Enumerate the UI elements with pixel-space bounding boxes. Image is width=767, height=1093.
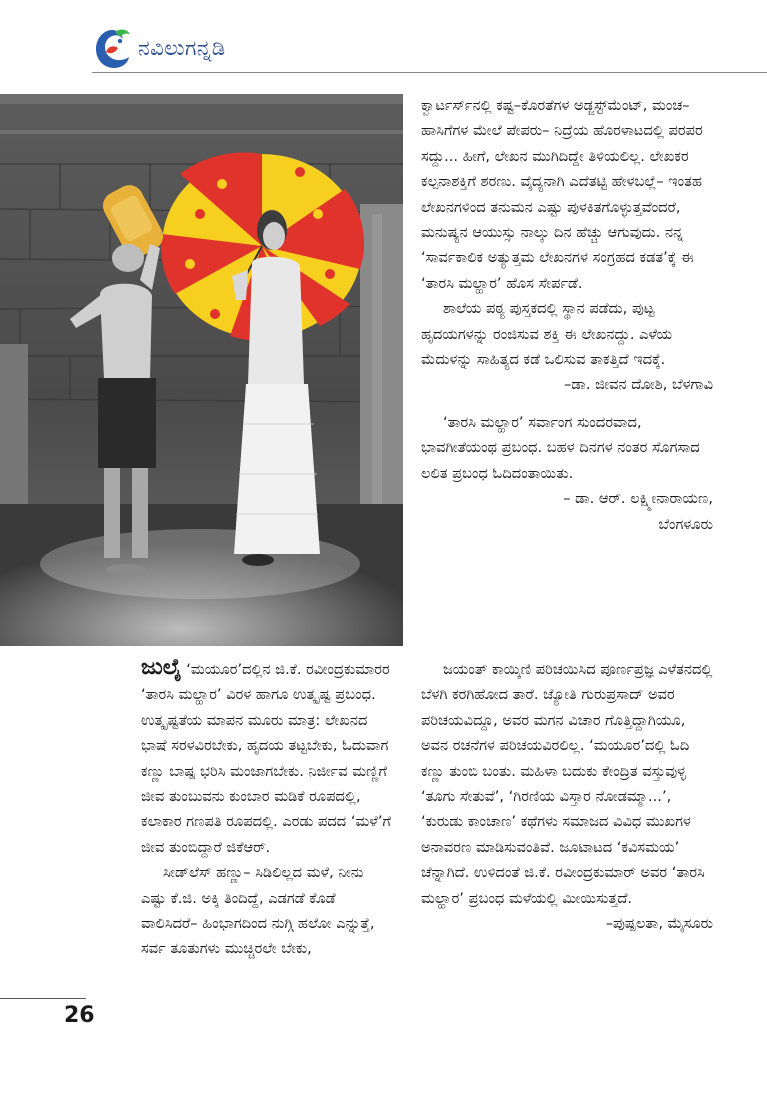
dropcap-word: ಜುಲೈ (141, 655, 182, 680)
letter-one (421, 93, 713, 537)
footer-divider (0, 998, 86, 999)
letter-three (421, 657, 713, 936)
letter-three-paragraph: ಜಯಂತ್ ಕಾಯ್ಕಿಣಿ ಪರಿಚಯಿಸಿದ ಪೂರ್ಣಪ್ರಜ್ಞ ಎಳೆತನದಲ್ಲಿ ಬೆಳಗಿ ಕರಗಿಹೋದ ತಾರೆ. ಜ್ಯೋತಿ ಗುರುಪ್ರಸಾದ್ ಅವರ ಪರಿಚಯವಿದ್ದೂ, ಅವರ ಮಗನ ವಿಚಾರ ಗೊತ್ತಿದ್ದಾಗಿಯೂ, ಅವನ ರಚನೆಗಳ ಪರಿಚಯವಿರಲಿಲ್ಲ. ‘ಮಯೂರ’ದಲ್ಲಿ ಓದಿ ಕಣ್ಣು ತುಂಬಿ ಬಂತು. ಮಹಿಳಾ ಬದುಕು ಕೇಂದ್ರಿತ ವಸ್ತುವುಳ್ಳ ‘ತೂಗು ಸೇತುವೆ’, ‘ಗಿರಣಿಯ ವಿಸ್ತಾರ ನೋಡಮ್ಮಾ...’, ‘ಕುರುಡು ಕಾಂಚಾಣ’ ಕಥೆಗಳು ಸಮಾಜದ ವಿವಿಧ ಮುಖಗಳ ಅನಾವರಣ ಮಾಡಿಸುವಂತಿವೆ. ಜೂಟಾಟದ ‘ಕವಿಸಮಯ’ ಚೆನ್ನಾಗಿದೆ. ಉಳಿದಂತೆ ಜಿ.ಕೆ. ರವೀಂದ್ರಕುಮಾರ್ ಅವರ ‘ತಾರಸಿ ಮಲ್ಹಾರ’ ಪ್ರಬಂಧ ಮಳೆಯಲ್ಲಿ ಮೀಯಿಸುತ್ತದೆ. (421, 661, 713, 907)
page-number: 26 (64, 1003, 95, 1028)
left-column-letter (141, 655, 392, 962)
left-letter-paragraph-1-text: ‘ಮಯೂರ’ದಲ್ಲಿನ ಜಿ.ಕೆ. ರವೀಂದ್ರಕುಮಾರರ ‘ತಾರಸಿ ಮಲ್ಹಾರ’ ವಿರಳ ಹಾಗೂ ಉತ್ಕೃಷ್ಟ ಪ್ರಬಂಧ. ಉತ್ಕೃಷ್ಟತೆಯ ಮಾಪನ ಮೂರು ಮಾತ್ರ: ಲೇಖನದ ಭಾಷೆ ಸರಳವಿರಬೇಕು, ಹೃದಯ ತಟ್ಟಬೇಕು, ಓದುವಾಗ ಕಣ್ಣು ಬಾಷ್ಪ ಭರಿಸಿ ಮಂಜಾಗಬೇಕು. ನಿರ್ಜೀವ ಮಣ್ಣಿಗೆ ಜೀವ ತುಂಬುವನು ಕುಂಬಾರ ಮಡಿಕೆ ರೂಪದಲ್ಲಿ, ಕಲಾಕಾರ ಗಣಪತಿ ರೂಪದಲ್ಲಿ. ಎರಡು ಪದದ ‘ಮಳೆ’ಗೆ ಜೀವ ತುಂಬಿದ್ದಾರೆ ಜಿಕೆಆರ್. (141, 661, 392, 856)
letter-one-paragraph-1: ಕ್ವಾರ್ಟರ್ಸ್‌ನಲ್ಲಿ ಕಷ್ಟ–ಕೊರತೆಗಳ ಅಡ್ಜಸ್ಟ್‌ಮೆಂಟ್, ಮಂಚ–ಹಾಸಿಗೆಗಳ ಮೇಲೆ ಪೇಪರು– ನಿದ್ರೆಯ ಹೊರಳಾಟದಲ್ಲಿ ಪರಪರ ಸದ್ದು... ಹೀಗೆ, ಲೇಖನ ಮುಗಿದಿದ್ದೇ ತಿಳಿಯಲಿಲ್ಲ. ಲೇಖಕರ ಕಲ್ಪನಾಶಕ್ತಿಗೆ ಶರಣು. ವೈದ್ಯನಾಗಿ ಎದೆತಟ್ಟಿ ಹೇಳಬಲ್ಲೆ– ಇಂತಹ ಲೇಖನಗಳಿಂದ ತನುಮನ ಎಷ್ಟು ಪುಳಕಿತಗೊಳ್ಳುತ್ತವೆಂದರೆ, ಮನುಷ್ಯನ ಆಯುಸ್ಸು ನಾಲ್ಕು ದಿನ ಹೆಚ್ಚು ಆಗುವುದು. ನನ್ನ ‘ಸಾರ್ವಕಾಲಿಕ ಅತ್ಯುತ್ತಮ ಲೇಖನಗಳ ಸಂಗ್ರಹದ ಕಡತ’ಕ್ಕೆ ಈ ‘ತಾರಸಿ ಮಲ್ಹಾರ’ ಹೊಸ ಸೇರ್ಪಡೆ. (421, 97, 703, 292)
left-letter-paragraph-1 (141, 655, 392, 860)
letter-two-paragraph: ‘ತಾರಸಿ ಮಲ್ಹಾರ’ ಸರ್ವಾಂಗ ಸುಂದರವಾದ, ಭಾವಗೀತೆಯಂಥ ಪ್ರಬಂಧ. ಬಹಳ ದಿನಗಳ ನಂತರ ಸೊಗಸಾದ ಲಲಿತ ಪ್ರಬಂಧ ಓದಿದಂತಾಯಿತು. (421, 413, 700, 482)
masthead (0, 0, 767, 80)
letter-one-signature: –ಡಾ. ಜೀವನ ದೋಶಿ, ಬೆಳಗಾವಿ (564, 376, 713, 394)
photo-children-with-umbrella (0, 94, 403, 646)
letter-two-signature-city: ಬೆಂಗಳೂರು (658, 515, 713, 533)
letter-three-signature: –ಪುಷ್ಪಲತಾ, ಮೈಸೂರು (605, 915, 713, 933)
letter-two-signature: – ಡಾ. ಆರ್. ಲಕ್ಷ್ಮೀನಾರಾಯಣ, (563, 490, 713, 508)
peacock-logo-icon (92, 26, 132, 72)
header-divider (92, 72, 767, 73)
letter-one-paragraph-2: ಶಾಲೆಯ ಪಠ್ಯ ಪುಸ್ತಕದಲ್ಲಿ ಸ್ಥಾನ ಪಡೆದು, ಪುಟ್ಟ ಹೃದಯಗಳನ್ನು ರಂಜಿಸುವ ಶಕ್ತಿ ಈ ಲೇಖನದ್ದು. ಎಳೆಯ ಮೆದುಳನ್ನು ಸಾಹಿತ್ಯದ ಕಡೆ ಒಲಿಸುವ ತಾಕತ್ತಿದೆ ಇದಕ್ಕೆ. (421, 300, 673, 369)
left-letter-paragraph-2: ಸೀಡ್‌ಲೆಸ್ ಹಣ್ಣು– ಸಿಡಿಲಿಲ್ಲದ ಮಳೆ, ನೀನು ಎಷ್ಟು ಕೆ.ಜಿ. ಅಕ್ಕಿ ತಿಂದಿದ್ದೆ, ಎಡಗಡೆ ಕೊಡೆ ವಾಲಿಸಿದರೆ– ಹಿಂಭಾಗದಿಂದ ನುಗ್ಗಿ ಹಲೋ ಎನ್ನುತ್ತೆ, ಸರ್ವ ತೂತುಗಳು ಮುಚ್ಚಿರಲೇ ಬೇಕು, (141, 864, 375, 958)
magazine-title: ನವಿಲುಗನ್ನಡಿ (138, 36, 226, 60)
